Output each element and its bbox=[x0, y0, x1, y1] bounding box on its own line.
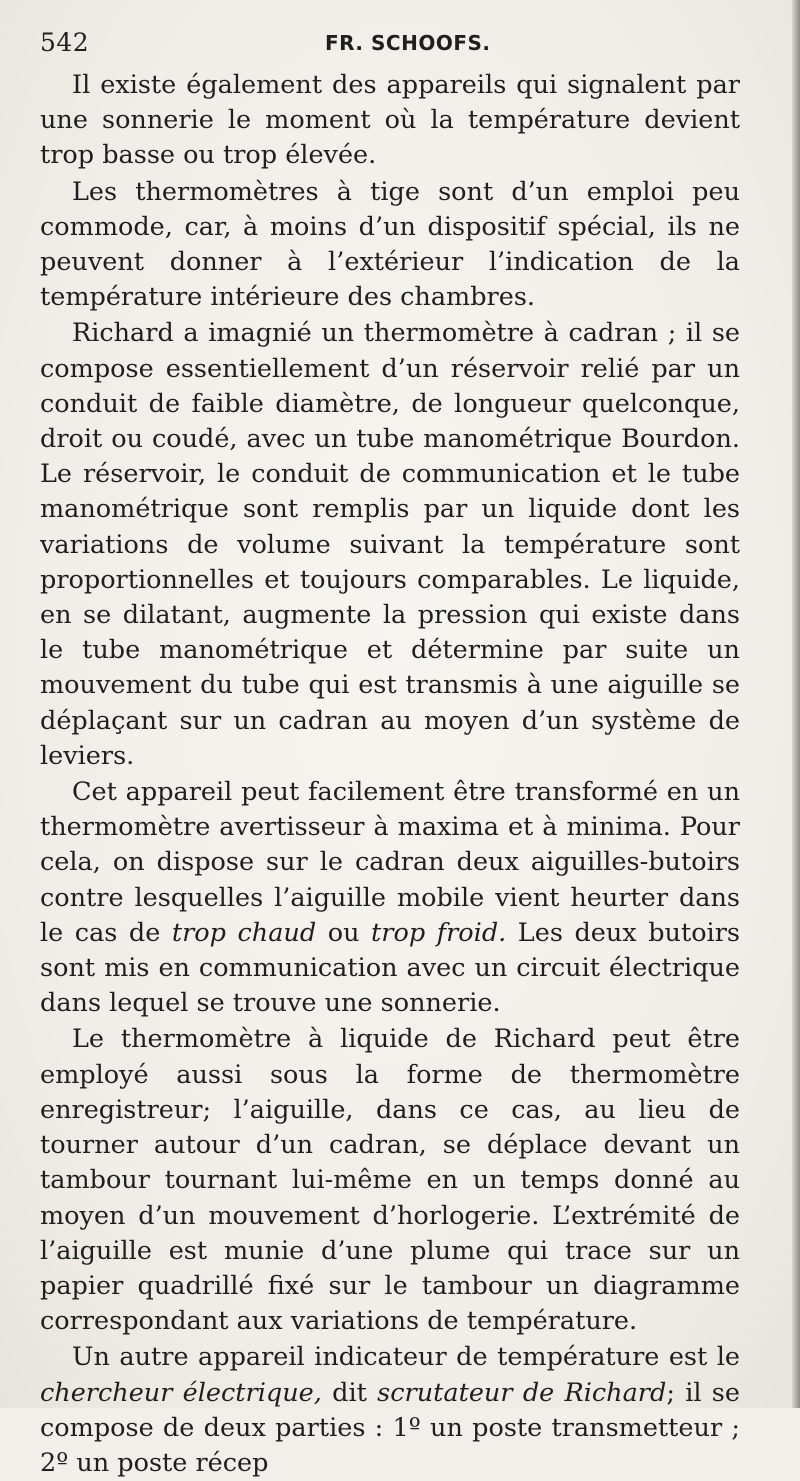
page-number: 542 bbox=[40, 28, 90, 57]
text-run: Un autre appareil indicateur de température est le bbox=[72, 1342, 740, 1373]
italic-text: scrutateur de Richard bbox=[377, 1377, 667, 1408]
text-run: ou bbox=[316, 917, 372, 948]
text-run: Les thermomètres à tige sont d’un emploi peu commode, car, à moins d’un dispositif spécial, ils ne peuvent donner à l’extérieur l’indication de la température intérieure des chambres. bbox=[40, 176, 740, 313]
italic-text: trop froid. bbox=[371, 917, 507, 948]
paragraph bbox=[40, 775, 740, 1021]
running-head: FR. SCHOOFS. bbox=[325, 31, 491, 55]
text-run: dit bbox=[321, 1377, 378, 1408]
paragraph bbox=[40, 175, 740, 316]
page-header bbox=[40, 28, 740, 64]
page-edge-shadow bbox=[792, 0, 800, 1408]
text-run: Cet appareil peut facilement être transformé en un thermomètre avertisseur à maxima et à minima. Pour cela, on dispose sur le cadran deux aiguilles-butoirs contre lesquelles l’aiguille mobile vient heurter dans le cas de bbox=[40, 777, 740, 948]
paragraph bbox=[40, 1022, 740, 1339]
paragraph bbox=[40, 316, 740, 774]
paragraph bbox=[40, 68, 740, 174]
italic-text: trop chaud bbox=[171, 917, 317, 948]
italic-text: chercheur électrique, bbox=[40, 1377, 322, 1408]
body-text bbox=[40, 68, 740, 1481]
text-run: Le thermomètre à liquide de Richard peut être employé aussi sous la forme de thermomètre enregistreur; l’aiguille, dans ce cas, au lieu de tourner autour d’un cadran, se déplace devant un tambour tournant lui-même en un temps donné au moyen d’un mouvement d’horlogerie. L’extrémité de l’aiguille est munie d’une plume qui trace sur un papier quadrillé fixé sur le tambour un diagramme correspondant aux variations de température. bbox=[40, 1024, 740, 1337]
text-run: Les deux butoirs sont mis en communication avec un circuit électrique dans lequel se trouve une sonnerie. bbox=[40, 917, 740, 1019]
paragraph bbox=[40, 1340, 740, 1481]
text-run: Richard a imagnié un thermomètre à cadran ; il se compose essentiellement d’un réservoir relié par un conduit de faible diamètre, de longueur quelconque, droit ou coudé, avec un tube manométrique Bourdon. Le réservoir, le conduit de communication et le tube manométrique sont remplis par un liquide dont les variations de volume suivant la température sont proportionnelles et toujours comparables. Le liquide, en se dilatant, augmente la pression qui existe dans le tube manométrique et détermine par suite un mouvement du tube qui est transmis à une aiguille se déplaçant sur un cadran au moyen d’un système de leviers. bbox=[40, 318, 740, 771]
text-run: ; il se compose de deux parties : 1º un poste transmetteur ; 2º un poste récep bbox=[40, 1377, 740, 1478]
text-run: Il existe également des appareils qui signalent par une sonnerie le moment où la température devient trop basse ou trop élevée. bbox=[40, 70, 740, 171]
